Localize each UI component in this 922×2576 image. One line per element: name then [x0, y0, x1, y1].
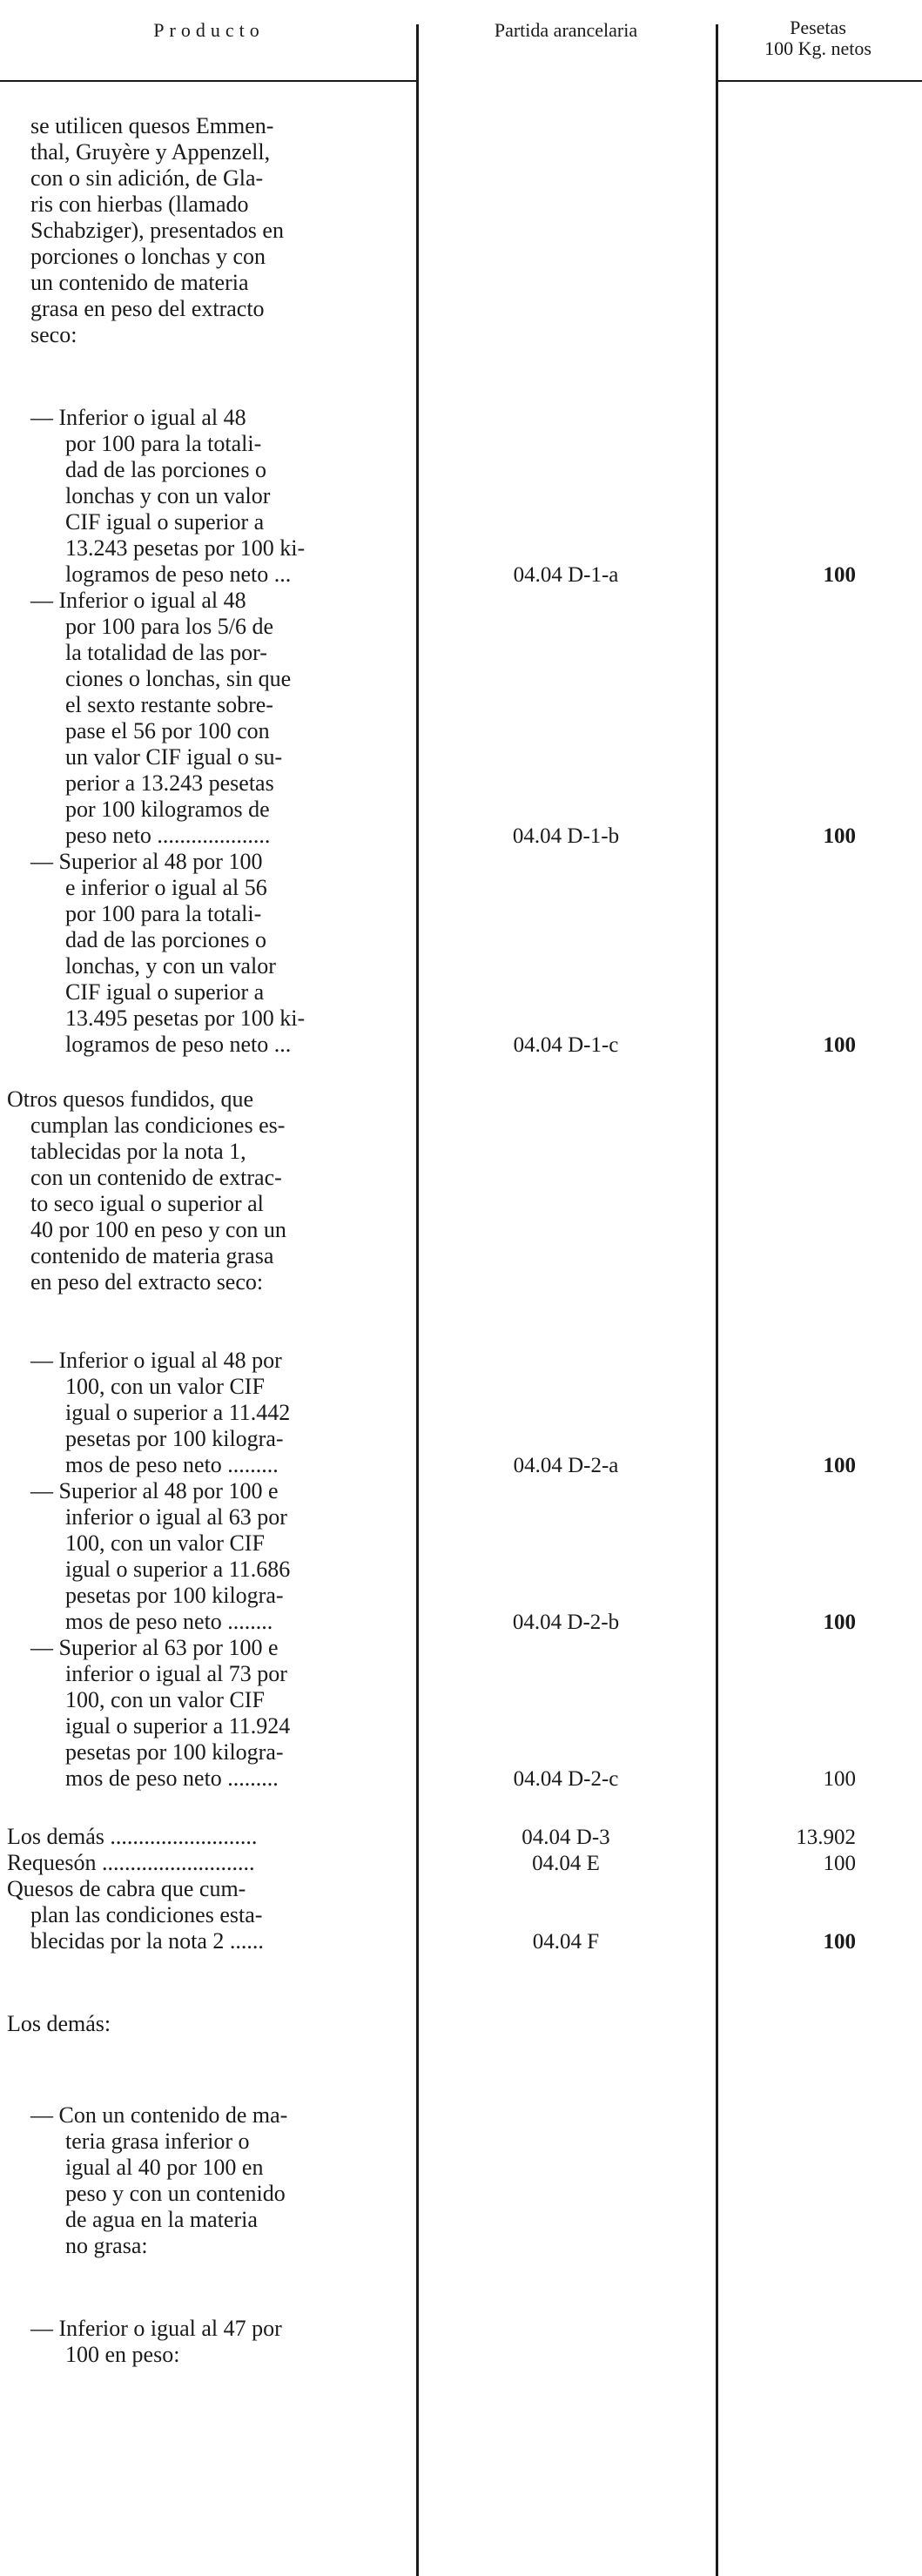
producto-text-line: ris con hierbas (llamado [30, 192, 249, 217]
header-rule-right [718, 80, 922, 82]
pesetas-header-line1: Pesetas [790, 17, 846, 38]
partida-code: 04.04 D-3 [522, 1826, 610, 1849]
producto-text-line: peso neto .................... [65, 823, 271, 848]
partida-code: 04.04 F [532, 1930, 600, 1954]
producto-text-line: por 100 para los 5/6 de [65, 614, 274, 639]
producto-text-line: mos de peso neto ......... [65, 1766, 279, 1791]
producto-text-line: por 100 para la totali- [65, 431, 262, 456]
producto-text-line: peso y con un contenido [65, 2181, 286, 2206]
producto-text-line: igual o superior a 11.686 [65, 1557, 291, 1582]
producto-text-line: mos de peso neto ........ [65, 1609, 273, 1634]
producto-text-line: contenido de materia grasa [30, 1243, 274, 1268]
producto-text-line: seco: [30, 322, 77, 347]
producto-text-line: 100, con un valor CIF [65, 1530, 265, 1556]
producto-text-line: con o sin adición, de Gla- [30, 165, 264, 191]
producto-text-line: Schabziger), presentados en [30, 218, 284, 243]
producto-text-line: pase el 56 por 100 con [65, 718, 270, 743]
pesetas-value: 100 [823, 563, 856, 587]
producto-text-line: ciones o lonchas, sin que [65, 666, 292, 691]
pesetas-value: 100 [823, 1454, 856, 1477]
producto-text-line: — Inferior o igual al 48 [30, 405, 246, 430]
pesetas-value: 100 [823, 1767, 856, 1791]
producto-text-line: logramos de peso neto ... [65, 562, 292, 587]
pesetas-value: 13.902 [796, 1826, 856, 1849]
column-header-partida: Partida arancelaria [494, 19, 638, 41]
producto-text-line: igual o superior a 11.924 [65, 1713, 291, 1739]
producto-text-line: la totalidad de las por- [65, 640, 267, 665]
producto-text-line: inferior o igual al 73 por [65, 1661, 287, 1686]
partida-code: 04.04 E [532, 1852, 600, 1875]
producto-text-line: dad de las porciones o [65, 457, 267, 482]
producto-text-line: igual o superior a 11.442 [65, 1400, 291, 1425]
producto-text-line: lonchas y con un valor [65, 483, 271, 508]
partida-code: 04.04 D-1-a [513, 563, 619, 587]
producto-text-line: 100, con un valor CIF [65, 1374, 265, 1399]
producto-text-line: un valor CIF igual o su- [65, 744, 283, 770]
pesetas-header-line2: 100 Kg. netos [764, 37, 872, 59]
producto-text-line: teria grasa inferior o [65, 2129, 250, 2154]
producto-text-line: pesetas por 100 kilogra- [65, 1583, 284, 1608]
producto-text-line: — Inferior o igual al 47 por [30, 2316, 282, 2341]
producto-text-line: — Inferior o igual al 48 [30, 588, 246, 613]
producto-text-line: perior a 13.243 pesetas [65, 770, 274, 796]
producto-text-line: e inferior o igual al 56 [65, 875, 267, 900]
producto-text-line: en peso del extracto seco: [30, 1269, 264, 1295]
column-divider-right [716, 24, 718, 2576]
producto-text-line: thal, Gruyère y Appenzell, [30, 139, 271, 165]
producto-text-line: 40 por 100 en peso y con un [30, 1217, 286, 1242]
producto-text-line: Los demás .......................... [7, 1824, 258, 1849]
producto-text-line: inferior o igual al 63 por [65, 1504, 287, 1530]
partida-code: 04.04 D-2-c [513, 1767, 619, 1791]
producto-text-line: 13.495 pesetas por 100 ki- [65, 1006, 306, 1031]
producto-text-line: pesetas por 100 kilogra- [65, 1426, 284, 1451]
partida-code: 04.04 D-1-c [513, 1033, 619, 1057]
producto-text-line: 100, con un valor CIF [65, 1687, 265, 1712]
producto-text-line: CIF igual o superior a [65, 509, 265, 535]
producto-text-line: — Superior al 48 por 100 [30, 849, 263, 874]
producto-text-line: porciones o lonchas y con [30, 244, 266, 269]
producto-text-line: Otros quesos fundidos, que [7, 1086, 254, 1112]
producto-text-line: no grasa: [65, 2233, 148, 2258]
producto-text-line: lonchas, y con un valor [65, 953, 276, 979]
partida-code: 04.04 D-1-b [512, 824, 620, 848]
producto-text-line: cumplan las condiciones es- [30, 1113, 286, 1138]
producto-text-line: — Inferior o igual al 48 por [30, 1348, 282, 1373]
partida-code: 04.04 D-2-a [513, 1454, 619, 1477]
pesetas-value: 100 [823, 1852, 856, 1875]
column-divider-left [416, 24, 419, 2576]
pesetas-value: 100 [823, 1611, 856, 1634]
producto-text-line: — Con un contenido de ma- [30, 2102, 288, 2128]
header-rule-left [0, 80, 416, 82]
partida-code: 04.04 D-2-b [512, 1611, 620, 1634]
pesetas-value: 100 [823, 824, 856, 848]
producto-text-line: el sexto restante sobre- [65, 692, 273, 717]
producto-text-line: pesetas por 100 kilogra- [65, 1739, 284, 1765]
producto-text-line: logramos de peso neto ... [65, 1032, 292, 1057]
producto-text-line: mos de peso neto ......... [65, 1452, 279, 1477]
producto-text-line: por 100 para la totali- [65, 901, 262, 926]
producto-text-line: grasa en peso del extracto [30, 296, 265, 321]
producto-text-line: un contenido de materia [30, 270, 249, 295]
producto-text-line: por 100 kilogramos de [65, 797, 270, 822]
producto-text-line: plan las condiciones esta- [30, 1902, 263, 1927]
producto-text-line: blecidas por la nota 2 ...... [30, 1928, 264, 1954]
producto-text-line: to seco igual o superior al [30, 1191, 264, 1216]
producto-text-line: 13.243 pesetas por 100 ki- [65, 535, 306, 561]
column-header-producto: Producto [153, 19, 265, 41]
producto-text-line: de agua en la materia [65, 2207, 258, 2232]
producto-text-line: Los demás: [7, 2011, 111, 2036]
pesetas-value: 100 [823, 1033, 856, 1057]
producto-text-line: — Superior al 63 por 100 e [30, 1635, 279, 1660]
producto-text-line: igual al 40 por 100 en [65, 2155, 264, 2180]
pesetas-value: 100 [823, 1930, 856, 1954]
producto-text-line: dad de las porciones o [65, 927, 267, 952]
producto-text-line: CIF igual o superior a [65, 979, 265, 1005]
producto-text-line: se utilicen quesos Emmen- [30, 113, 274, 138]
producto-text-line: — Superior al 48 por 100 e [30, 1478, 279, 1503]
producto-text-line: con un contenido de extrac- [30, 1165, 282, 1190]
producto-text-line: Quesos de cabra que cum- [7, 1876, 246, 1901]
producto-text-line: Requesón ........................... [7, 1850, 255, 1875]
column-header-pesetas [714, 17, 922, 59]
producto-text-line: tablecidas por la nota 1, [30, 1139, 246, 1164]
producto-text-line: 100 en peso: [65, 2342, 180, 2367]
